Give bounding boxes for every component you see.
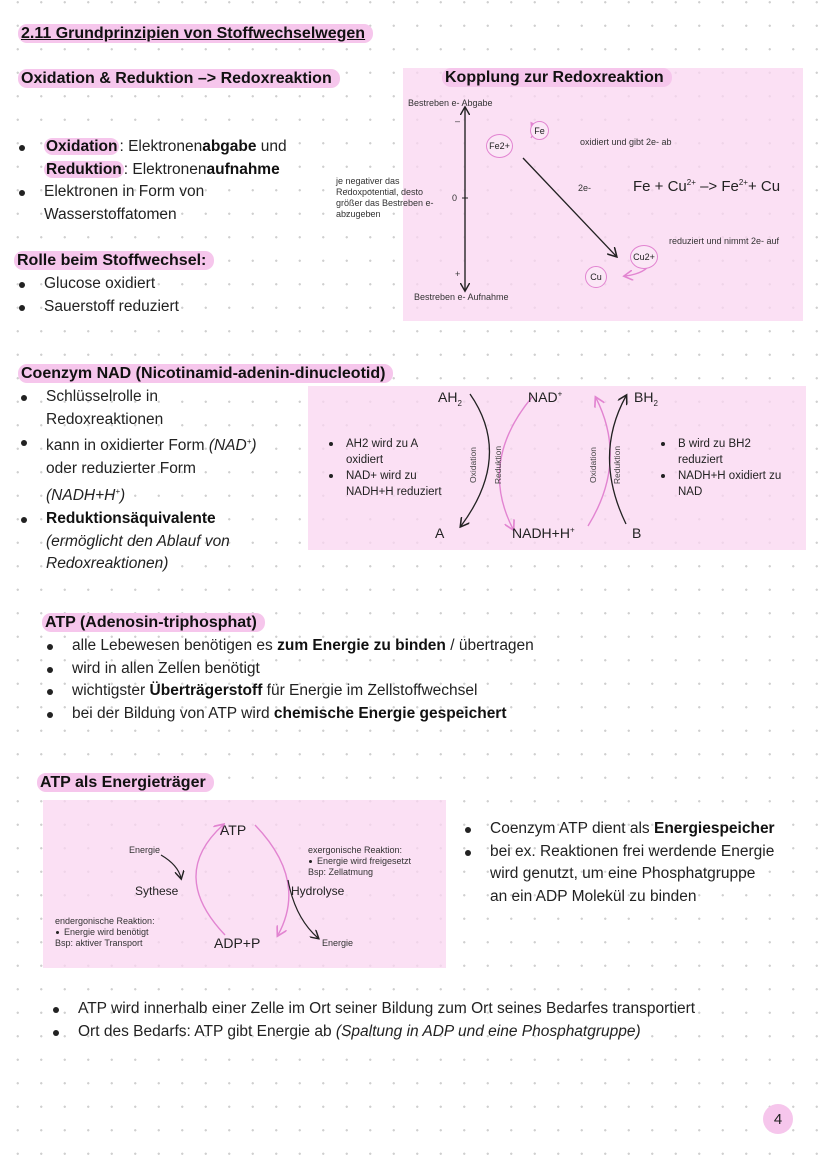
page-title: 2.11 Grundprinzipien von Stoffwechselwegen [18, 25, 373, 43]
reduziert-note: reduziert und nimmt 2e- auf [669, 236, 780, 246]
oxidation-label-1: Oxidation [467, 447, 478, 483]
redox-title: Oxidation & Reduktion –> Redoxreaktion [18, 70, 340, 88]
atp-list [44, 635, 784, 726]
atp-title: ATP (Adenosin-triphosphat) [42, 614, 265, 632]
list-item: NAD+ wird zu NADH+H reduziert [326, 468, 466, 500]
cu-circle: Cu [585, 266, 607, 288]
role-list [16, 273, 316, 318]
redox-equation: $Fe + Cu^{2+} -> Fe^{2+}+ Cu$ [633, 178, 781, 195]
list-item: Coenzym ATP dient als Energiespeicher [462, 818, 812, 841]
bh2-label: $BH_2$ [634, 389, 658, 408]
list-item: alle Lebewesen benötigen es zum Energie zu binden / übertragen [44, 635, 784, 658]
list-item: ATP wird innerhalb einer Zelle im Ort seiner Bildung zum Ort seines Bedarfes transportiert [50, 998, 820, 1021]
list-item: NADH+H oxidiert zu NAD [658, 468, 803, 500]
energie-footer-list [50, 998, 820, 1043]
page-number: 4 [763, 1104, 793, 1134]
redox-list [16, 136, 346, 227]
hydrolyse-label: Hydrolyse [291, 884, 345, 898]
atp-label: ATP [220, 822, 247, 838]
list-item: wichtigster Überträgerstoff für Energie im Zellstoffwechsel [44, 680, 784, 703]
kopplung-title: Kopplung zur Redoxreaktion [442, 69, 672, 87]
adp-label: ADP+P [214, 935, 261, 951]
list-item: kann in oxidierter Form (NAD+) oder reduzierter Form (NADH+H+) [18, 431, 308, 507]
minus-mark: – [455, 116, 461, 126]
exergonic-note: exergonische Reaktion: Energie wird freigesetzt Bsp: Zellatmung [308, 845, 443, 878]
list-item: Sauerstoff reduziert [16, 296, 316, 319]
list-item: bei der Bildung von ATP wird chemische Energie gespeichert [44, 703, 784, 726]
energie-in-label: Energie [129, 845, 161, 855]
plus-mark: + [455, 269, 461, 279]
role-title: Rolle beim Stoffwechsel: [14, 252, 214, 270]
energie-title: ATP als Energieträger [37, 774, 214, 792]
b-label: B [632, 525, 642, 541]
list-item: B wird zu BH2 reduziert [658, 436, 803, 468]
nad-left-notes [326, 436, 466, 500]
list-item: Glucose oxidiert [16, 273, 316, 296]
axis-bottom-label: Bestreben e- Aufnahme [414, 292, 509, 302]
list-item: Elektronen in Form von Wasserstoffatomen [16, 181, 346, 226]
axis-top-label: Bestreben e- Abgabe [408, 98, 493, 108]
side-note: je negativer das Redoxpotential, desto größer das Bestreben e- abzugeben [336, 176, 434, 219]
nad-plus-label: NAD+ [528, 389, 563, 405]
electron-arrow [523, 158, 616, 256]
synthese-label: Sythese [135, 884, 179, 898]
zero-mark: 0 [452, 193, 458, 203]
nad-list [18, 386, 308, 576]
endergonic-note: endergonische Reaktion: Energie wird benötigt Bsp: aktiver Transport [55, 916, 190, 949]
list-item: Schlüsselrolle in Redoxreaktionen [18, 386, 308, 431]
ah2-label: $AH_2$ [438, 389, 462, 408]
list-item: Ort des Bedarfs: ATP gibt Energie ab (Spaltung in ADP und eine Phosphatgruppe) [50, 1021, 820, 1044]
nad-right-notes [658, 436, 803, 500]
list-item: wird in allen Zellen benötigt [44, 658, 784, 681]
fe2-circle: Fe2+ [486, 134, 513, 158]
nad-title: Coenzym NAD (Nicotinamid-adenin-dinucleotid) [18, 365, 393, 383]
list-item: Oxidation : Elektronenabgabe und Reduktion : Elektronenaufnahme [16, 136, 346, 181]
reduktion-label-2: Reduktion [612, 445, 623, 485]
fe-circle: Fe [530, 121, 549, 140]
electrons-label: 2e- [578, 183, 592, 193]
oxidation-label-2: Oxidation [587, 447, 598, 483]
oxidiert-note: oxidiert und gibt 2e- ab [580, 137, 672, 147]
cu2-circle: Cu2+ [630, 245, 658, 269]
list-item: Reduktionsäquivalente (ermöglicht den Ablauf von Redoxreaktionen) [18, 508, 308, 576]
energie-right-list [462, 818, 812, 909]
nadh-label: NADH+H+ [512, 525, 575, 541]
a-label: A [435, 525, 445, 541]
reduktion-label-1: Reduktion [493, 445, 504, 485]
energie-out-label: Energie [322, 938, 354, 948]
list-item: AH2 wird zu A oxidiert [326, 436, 466, 468]
list-item: bei ex. Reaktionen frei werdende Energie wird genutzt, um eine Phosphatgruppe an ein ADP Molekül zu binden [462, 841, 812, 909]
